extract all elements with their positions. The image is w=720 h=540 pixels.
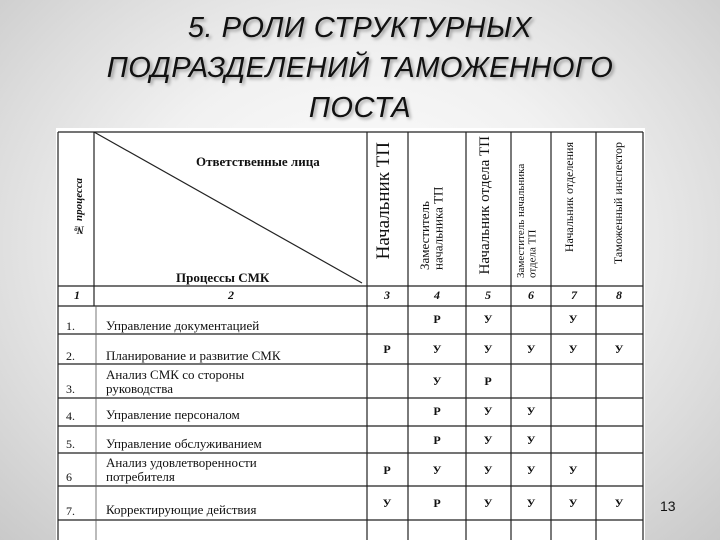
- row-number: 1.: [66, 319, 75, 333]
- role-mark: У: [526, 433, 536, 447]
- header-process-number: № процесса: [73, 178, 85, 236]
- row-process: Управление обслуживанием: [106, 436, 262, 451]
- role-mark: У: [614, 496, 624, 510]
- role-mark: У: [483, 312, 493, 326]
- title-line-1: 5. РОЛИ СТРУКТУРНЫХ: [187, 12, 533, 44]
- role-mark: Р: [433, 404, 441, 418]
- row-number: 3.: [66, 382, 75, 396]
- column-number: 5: [485, 288, 491, 302]
- row-process: Анализ СМК со стороны руководства: [106, 367, 245, 396]
- row-process: Корректирующие действия: [106, 502, 257, 517]
- role-mark: У: [614, 342, 624, 356]
- page-number: 13: [660, 498, 676, 514]
- role-mark: У: [432, 374, 442, 388]
- row-number: 4.: [66, 409, 75, 423]
- role-mark: У: [568, 342, 578, 356]
- row-process: Управление персоналом: [106, 407, 240, 422]
- column-number: 8: [616, 288, 622, 302]
- role-mark: У: [568, 463, 578, 477]
- role-mark: У: [526, 463, 536, 477]
- header-processes: Процессы СМК: [176, 270, 270, 285]
- role-mark: У: [526, 496, 536, 510]
- role-mark: У: [526, 404, 536, 418]
- role-mark: У: [483, 463, 493, 477]
- column-number: 2: [228, 288, 234, 302]
- title-line-3: ПОСТА: [308, 92, 412, 124]
- role-header-4: Заместитель начальника отдела ТП: [515, 163, 539, 278]
- role-mark: У: [568, 496, 578, 510]
- row-process: Анализ удовлетворенности потребителя: [106, 455, 257, 484]
- column-number: 4: [434, 288, 440, 302]
- role-header-6: Таможенный инспектор: [611, 142, 625, 265]
- row-number: 2.: [66, 349, 75, 363]
- role-mark: Р: [433, 433, 441, 447]
- row-process: Управление документацией: [106, 318, 260, 333]
- row-process: Планирование и развитие СМК: [106, 348, 281, 363]
- role-mark: У: [432, 342, 442, 356]
- role-mark: Р: [433, 496, 441, 510]
- role-header-3: Начальник отдела ТП: [477, 136, 493, 275]
- role-mark: У: [526, 342, 536, 356]
- role-mark: У: [382, 496, 392, 510]
- role-mark: У: [483, 433, 493, 447]
- row-number: 6: [66, 470, 72, 484]
- row-number: 5.: [66, 437, 75, 451]
- role-mark: Р: [484, 374, 492, 388]
- role-mark: Р: [383, 342, 391, 356]
- role-mark: У: [483, 342, 493, 356]
- role-header-2: Заместитель начальника ТП: [417, 186, 446, 270]
- column-number: 6: [528, 288, 534, 302]
- row-number: 7.: [66, 504, 75, 518]
- roles-table: [56, 128, 645, 540]
- role-mark: У: [432, 463, 442, 477]
- role-header-5: Начальник отделения: [562, 142, 576, 253]
- header-responsible: Ответственные лица: [196, 154, 320, 169]
- slide-title: [60, 8, 660, 128]
- role-mark: Р: [383, 463, 391, 477]
- column-number: 3: [384, 288, 390, 302]
- title-line-2: ПОДРАЗДЕЛЕНИЙ ТАМОЖЕННОГО: [106, 52, 614, 84]
- role-mark: У: [483, 404, 493, 418]
- role-header-1: Начальник ТП: [373, 142, 394, 260]
- column-number: 7: [571, 288, 577, 302]
- column-number: 1: [74, 288, 80, 302]
- role-mark: У: [483, 496, 493, 510]
- role-mark: У: [568, 312, 578, 326]
- role-mark: Р: [433, 312, 441, 326]
